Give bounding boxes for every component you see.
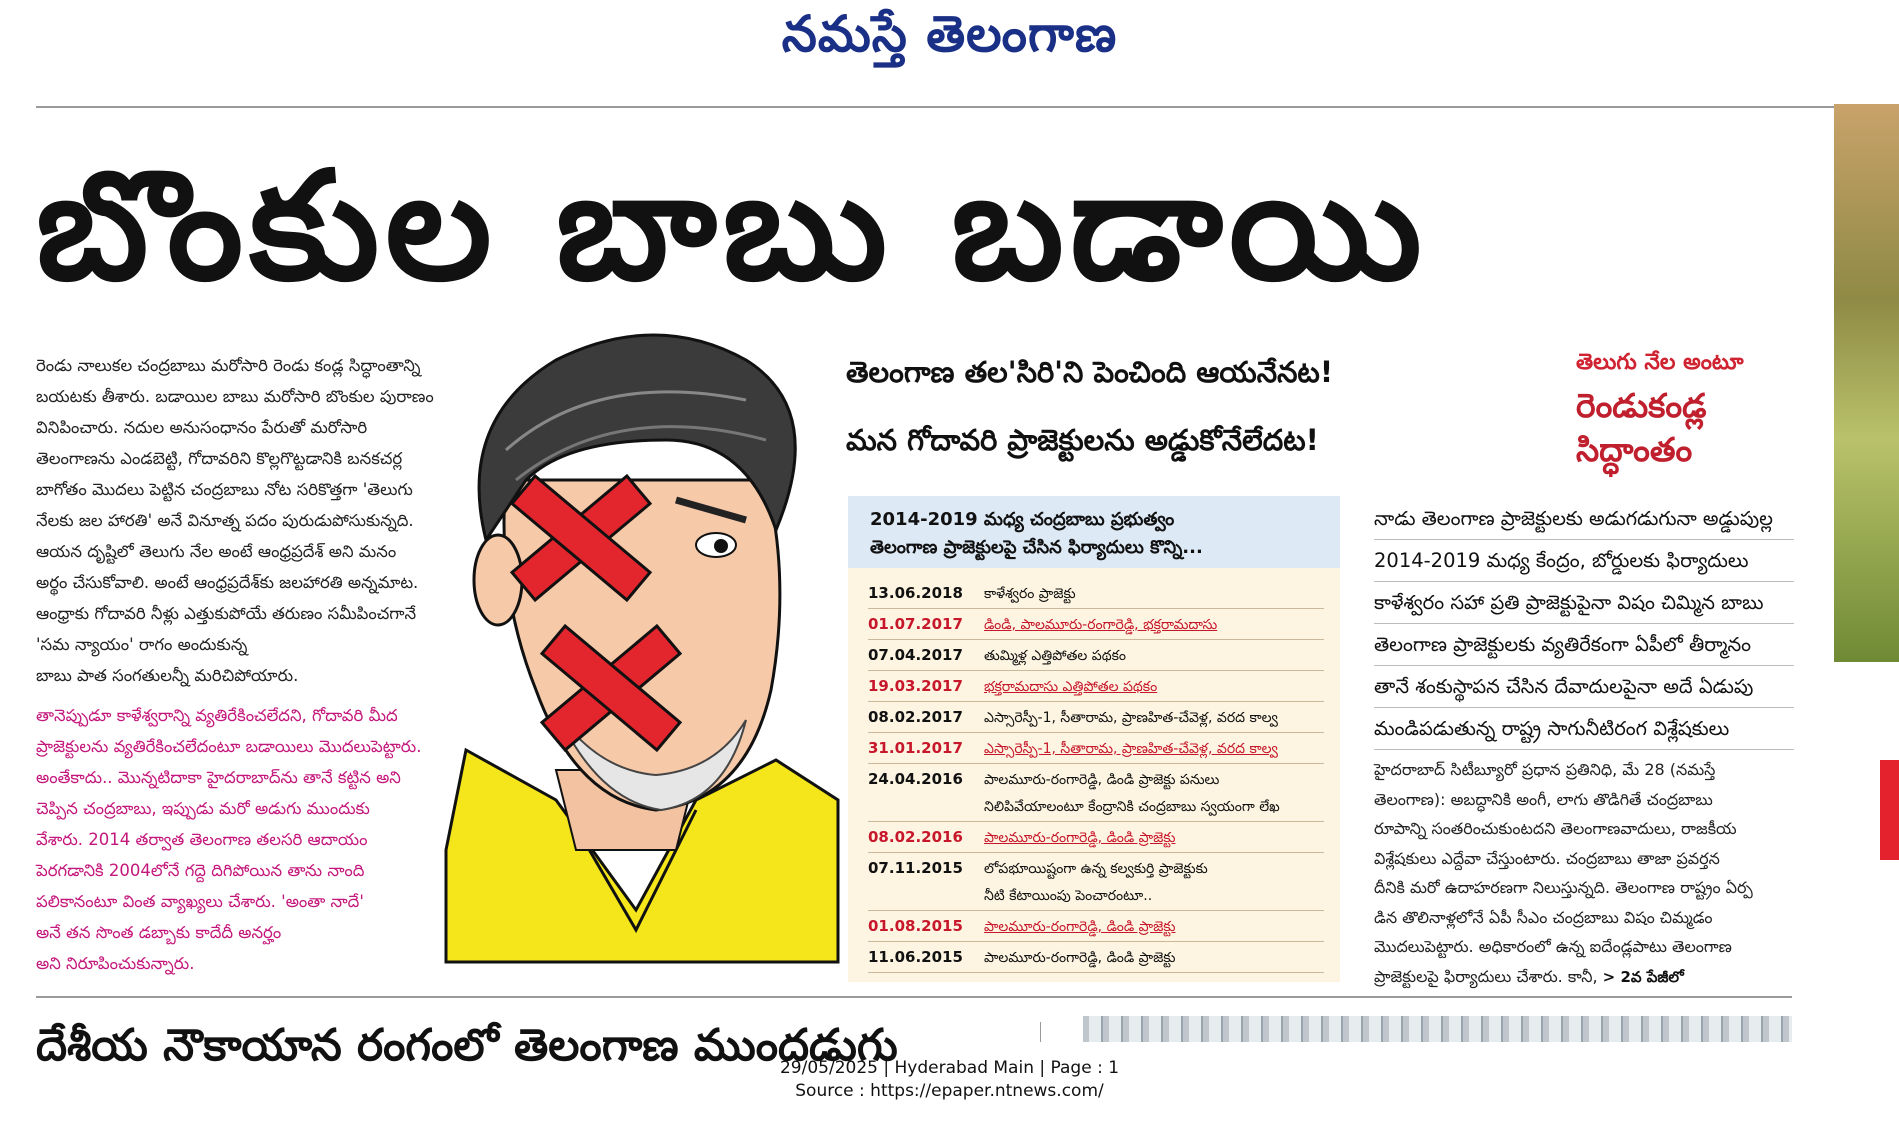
complaint-text: లోపభూయిష్టంగా ఉన్న కల్వకుర్తి ప్రాజెక్టుకు — [984, 861, 1208, 877]
mid-divider — [36, 996, 1792, 998]
complaint-row — [868, 671, 1324, 701]
footer-source: Source : https://epaper.ntnews.com/ — [795, 1081, 1104, 1101]
article-body — [1374, 755, 1794, 992]
complaint-date: 01.07.2017 — [868, 615, 963, 633]
sidebar-kicker: తెలుగు నేల అంటూ — [1576, 350, 1744, 375]
continued-marker: > 2వ పేజీలో — [1602, 967, 1684, 986]
complaint-date: 07.04.2017 — [868, 646, 963, 664]
deck-line-1: తెలంగాణ తల'సిరి'ని పెంచింది ఆయనేనట! — [846, 355, 1334, 389]
deck-line-2: మన గోదావరి ప్రాజెక్టులను అడ్డుకోనేలేదట! — [846, 423, 1319, 457]
complaint-date: 08.02.2017 — [868, 708, 963, 726]
complaint-text: భక్తరామదాసు ఎత్తిపోతల పథకం — [984, 679, 1158, 695]
complaint-text: నిలిపివేయాలంటూ కేంద్రానికి చంద్రబాబు స్వయంగా లేఖ — [984, 799, 1280, 815]
masthead-logo: నమస్తే తెలంగాణ — [781, 4, 1118, 63]
summary-item: నాడు తెలంగాణ ప్రాజెక్టులకు అడుగడుగునా అడ్డుపుల్ల — [1374, 498, 1794, 540]
next-article-photo — [1083, 1016, 1792, 1042]
complaint-text: ఎస్సారెస్పీ-1, సీతారామ, ప్రాణహిత-చేవెళ్ల, వరద కాల్వ — [984, 710, 1278, 726]
cartoon-illustration — [446, 330, 838, 962]
complaint-date: 01.08.2015 — [868, 917, 963, 935]
complaint-text: కాళేశ్వరం ప్రాజెక్టు — [984, 586, 1076, 602]
complaint-row — [868, 764, 1324, 794]
complaint-row — [868, 702, 1324, 732]
top-divider — [36, 106, 1864, 108]
complaint-row — [868, 911, 1324, 941]
adjacent-red-block — [1880, 760, 1899, 860]
summary-item: మండిపడుతున్న రాష్ట్ర సాగునీటిరంగ విశ్లేషకులు — [1374, 708, 1794, 750]
complaint-date: 19.03.2017 — [868, 677, 963, 695]
lead-paragraph: రెండు నాలుకల చంద్రబాబు మరోసారి రెండు కండ్ల సిద్ధాంతాన్ని బయటకు తీశారు. బడాయిల బాబు మరోసారి బొంకుల పురాణం వినిపించారు. నదుల అనుసంధానం పేరుతో మరోసారి తెలంగాణను ఎండబెట్టి, గోదావరిని కొల్లగొట్టడానికి బనకచర్ల బాగోతం మొదలు పెట్టిన చంద్రబాబు నోట సరికొత్తగా 'తెలుగు నేలకు జల హారతి' అనే వినూత్న పదం పురుడుపోసుకున్నది. ఆయన దృష్టిలో తెలుగు నేల అంటే ఆంధ్రప్రదేశ్ అని మనం అర్థం చేసుకోవాలి. అంటే ఆంధ్రప్రదేశ్‌కు జలహారతి అన్నమాట. ఆంధ్రాకు గోదావరి నీళ్లు ఎత్తుకుపోయే తరుణం సమీపించగానే 'సమ న్యాయం' రాగం అందుకున్న బాబు పాత సంగతులన్నీ మరిచిపోయారు. — [36, 356, 434, 685]
complaint-text: పాలమూరు-రంగారెడ్డి, డిండి ప్రాజెక్టు పనులు — [984, 772, 1220, 788]
adjacent-photo — [1834, 104, 1899, 662]
complaints-table-heading: 2014-2019 మధ్య చంద్రబాబు ప్రభుత్వం తెలంగాణ ప్రాజెక్టులపై చేసిన ఫిర్యాదులు కొన్ని... — [848, 496, 1340, 568]
summary-item: 2014-2019 మధ్య కేంద్రం, బోర్డులకు ఫిర్యాదులు — [1374, 540, 1794, 582]
summary-item: తానే శంకుస్థాపన చేసిన దేవాదులపైనా అదే ఏడుపు — [1374, 666, 1794, 708]
complaint-row — [868, 733, 1324, 763]
complaint-row-continued — [868, 880, 1324, 910]
complaint-date: 31.01.2017 — [868, 739, 963, 757]
complaint-date: 08.02.2016 — [868, 828, 963, 846]
complaint-text: తుమ్మిళ్ల ఎత్తిపోతల పథకం — [984, 648, 1126, 664]
complaint-row-separator — [868, 972, 1324, 973]
footer-edition-info: 29/05/2025 | Hyderabad Main | Page : 1 — [779, 1058, 1120, 1078]
sidebar-title: రెండుకండ్ల సిద్ధాంతం — [1576, 386, 1707, 469]
main-headline: బొంకుల బాబు బడాయి — [36, 140, 1428, 314]
column-divider — [1040, 1022, 1041, 1042]
next-article-headline: దేశీయ నౌకాయాన రంగంలో తెలంగాణ ముందడుగు — [36, 1020, 898, 1071]
article-body-text: హైదరాబాద్ సిటీబ్యూరో ప్రధాన ప్రతినిధి, మే 28 (నమస్తే తెలంగాణ): అబద్ధానికి అంగీ, లాగు తొడిగితే చంద్రబాబు రూపాన్ని సంతరించుకుంటదని తెలంగాణవాదులు, రాజకీయ విశ్లేషకులు ఎద్దేవా చేస్తుంటారు. చంద్రబాబు తాజా ప్రవర్తన దీనికి మరో ఉదాహరణగా నిలుస్తున్నది. తెలంగాణ రాష్ట్రం ఏర్ప డిన తొలినాళ్లలోనే ఏపీ సీఎం చంద్రబాబు విషం చిమ్మడం మొదలుపెట్టారు. అధికారంలో ఉన్న ఐదేండ్లపాటు తెలంగాణ ప్రాజెక్టులపై ఫిర్యాదులు చేశారు. కానీ, — [1374, 760, 1753, 986]
summary-item: తెలంగాణ ప్రాజెక్టులకు వ్యతిరేకంగా ఏపీలో తీర్మానం — [1374, 624, 1794, 666]
complaint-text: నీటి కేటాయింపు పెంచారంటూ.. — [984, 888, 1153, 904]
lead-paragraph-pink: తానెప్పుడూ కాళేశ్వరాన్ని వ్యతిరేకించలేదని, గోదావరి మీద ప్రాజెక్టులను వ్యతిరేకించలేదంటూ బడాయిలు మొదలుపెట్టారు. అంతేకాదు.. మొన్నటిదాకా హైదరాబాద్‌ను తానే కట్టిన అని చెప్పిన చంద్రబాబు, ఇప్పుడు మరో అడుగు ముందుకు వేశారు. 2014 తర్వాత తెలంగాణ తలసరి ఆదాయం పెరగడానికి 2004లోనే గద్దె దిగిపోయిన తాను నాంది పలికానంటూ వింత వ్యాఖ్యలు చేశారు. 'అంతా నాదే' అనే తన సొంత డబ్బాకు కాదేదీ అనర్హం అని నిరూపించుకున్నారు. — [36, 706, 422, 973]
complaint-row — [868, 942, 1324, 972]
complaint-row — [868, 609, 1324, 639]
complaint-row — [868, 822, 1324, 852]
complaint-text: పాలమూరు-రంగారెడ్డి, డిండి ప్రాజెక్టు — [984, 950, 1176, 966]
complaint-row — [868, 640, 1324, 670]
continued-text: 2వ పేజీలో — [1620, 967, 1684, 986]
complaint-text: పాలమూరు-రంగారెడ్డి, డిండి ప్రాజెక్టు — [984, 919, 1176, 935]
summary-item: కాళేశ్వరం సహా ప్రతి ప్రాజెక్టుపైనా విషం చిమ్మిన బాబు — [1374, 582, 1794, 624]
complaint-text: డిండి, పాలమూరు-రంగారెడ్డి, భక్తరామదాసు — [984, 617, 1218, 633]
complaint-date: 13.06.2018 — [868, 584, 963, 602]
complaint-row — [868, 853, 1324, 883]
complaint-row-continued — [868, 791, 1324, 821]
complaint-row — [868, 578, 1324, 608]
summary-list — [1374, 498, 1794, 750]
complaint-text: పాలమూరు-రంగారెడ్డి, డిండి ప్రాజెక్టు — [984, 830, 1176, 846]
complaint-text: ఎస్సారెస్పీ-1, సీతారామ, ప్రాణహిత-చేవెళ్ల, వరద కాల్వ — [984, 741, 1278, 757]
complaint-date: 24.04.2016 — [868, 770, 963, 788]
complaint-date: 07.11.2015 — [868, 859, 963, 877]
complaint-date: 11.06.2015 — [868, 948, 963, 966]
